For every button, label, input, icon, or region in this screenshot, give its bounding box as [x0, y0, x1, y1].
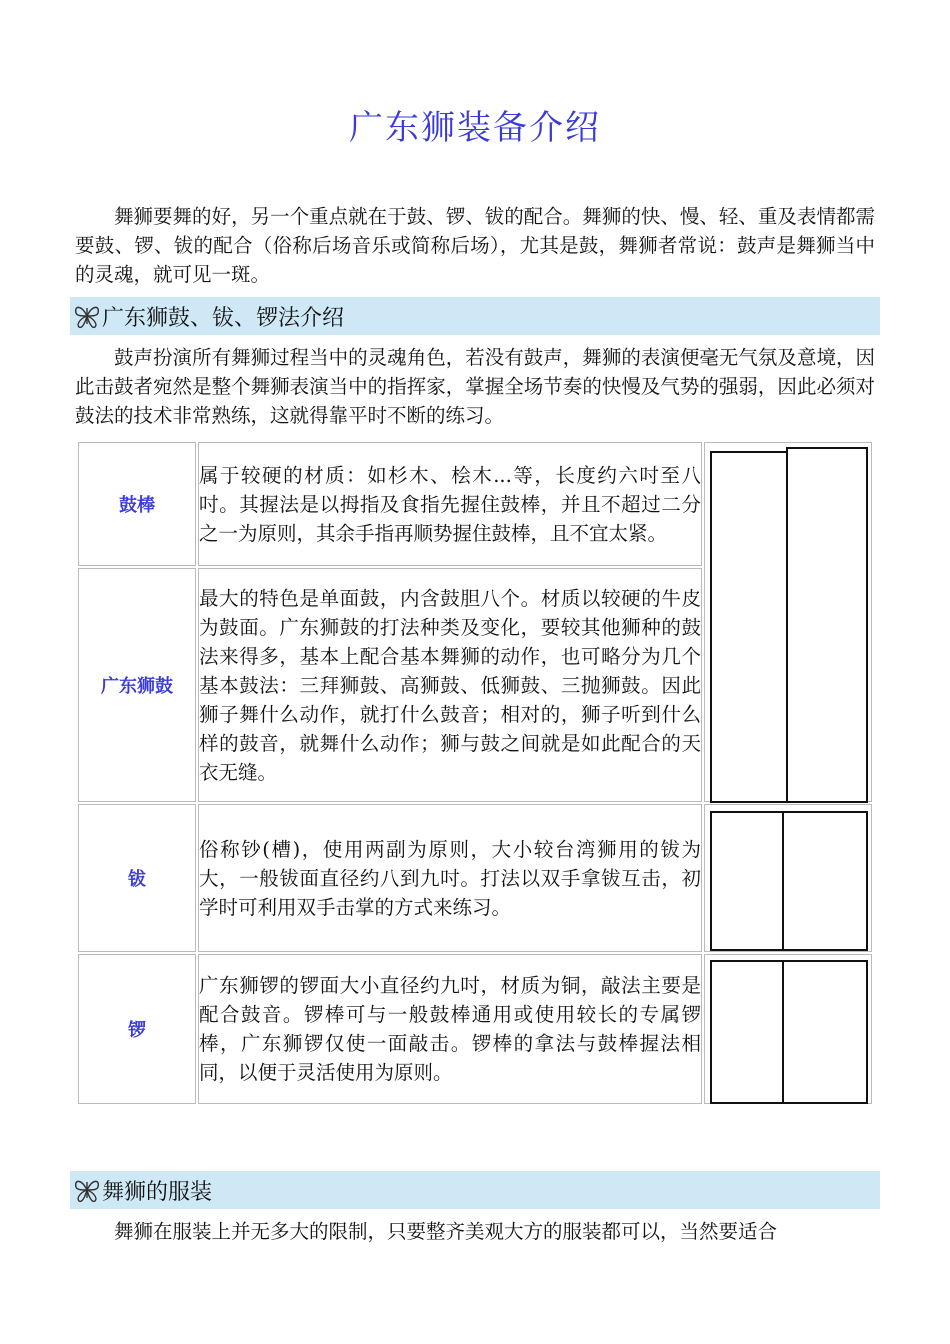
section-header-percussion — [70, 297, 880, 335]
table-row — [78, 442, 872, 566]
image-placeholder — [710, 960, 786, 1104]
page-title: 广东狮装备介绍 — [349, 108, 601, 148]
image-cell — [704, 442, 872, 802]
equipment-description: 俗称钞(槽)，使用两副为原则，大小较台湾狮用的钹为大，一般钹面直径约八到九吋。打法以双手拿钹互击，初学时可利用双手击掌的方式来练习。 — [198, 804, 702, 952]
equipment-name: 广东狮鼓 — [78, 568, 196, 802]
equipment-description: 最大的特色是单面鼓，内含鼓胆八个。材质以较硬的牛皮为鼓面。广东狮鼓的打法种类及变化，要较其他狮种的鼓法来得多，基本上配合基本舞狮的动作，也可略分为几个基本鼓法：三拜狮鼓、高狮鼓、低狮鼓、三抛狮鼓。因此狮子舞什么动作，就打什么鼓音；相对的，狮子听到什么样的鼓音，就舞什么动作；狮与鼓之间就是如此配合的天衣无缝。 — [198, 568, 702, 802]
image-placeholder — [786, 447, 868, 803]
section-header-costume — [70, 1171, 880, 1209]
table-row — [78, 804, 872, 952]
image-placeholder — [710, 811, 786, 951]
image-cell — [704, 954, 872, 1104]
equipment-name: 锣 — [78, 954, 196, 1104]
intro-paragraph: 舞狮要舞的好，另一个重点就在于鼓、锣、钹的配合。舞狮的快、慢、轻、重及表情都需要鼓、锣、钹的配合（俗称后场音乐或简称后场），尤其是鼓，舞狮者常说：鼓声是舞狮当中的灵魂，就可见一斑。 — [75, 205, 875, 286]
equipment-description: 广东狮锣的锣面大小直径约九吋，材质为铜，敲法主要是配合鼓音。锣棒可与一般鼓棒通用或使用较长的专属锣棒，广东狮锣仅使一面敲击。锣棒的拿法与鼓棒握法相同，以便于灵活使用为原则。 — [198, 954, 702, 1104]
equipment-description: 属于较硬的材质：如杉木、桧木...等，长度约六吋至八吋。其握法是以拇指及食指先握住鼓棒，并且不超过二分之一为原则，其余手指再顺势握住鼓棒，且不宜太紧。 — [198, 442, 702, 566]
table-row — [78, 954, 872, 1104]
percussion-paragraph: 鼓声扮演所有舞狮过程当中的灵魂角色，若没有鼓声，舞狮的表演便毫无气氛及意境，因此击鼓者宛然是整个舞狮表演当中的指挥家，掌握全场节奏的快慢及气势的强弱，因此必须对鼓法的技术非常熟练，这就得靠平时不断的练习。 — [75, 346, 875, 427]
butterfly-icon — [73, 1176, 101, 1204]
equipment-name: 钹 — [78, 804, 196, 952]
section-heading: 广东狮鼓、钹、锣法介绍 — [102, 305, 345, 331]
equipment-name: 鼓棒 — [78, 442, 196, 566]
image-cell — [704, 804, 872, 952]
equipment-table — [76, 440, 874, 1106]
image-placeholder — [782, 960, 868, 1104]
butterfly-icon — [73, 302, 101, 330]
costume-paragraph: 舞狮在服装上并无多大的限制，只要整齐美观大方的服装都可以，当然要适合 — [114, 1220, 778, 1243]
image-placeholder — [710, 451, 788, 803]
image-placeholder — [782, 811, 868, 951]
section-heading: 舞狮的服装 — [102, 1179, 213, 1205]
